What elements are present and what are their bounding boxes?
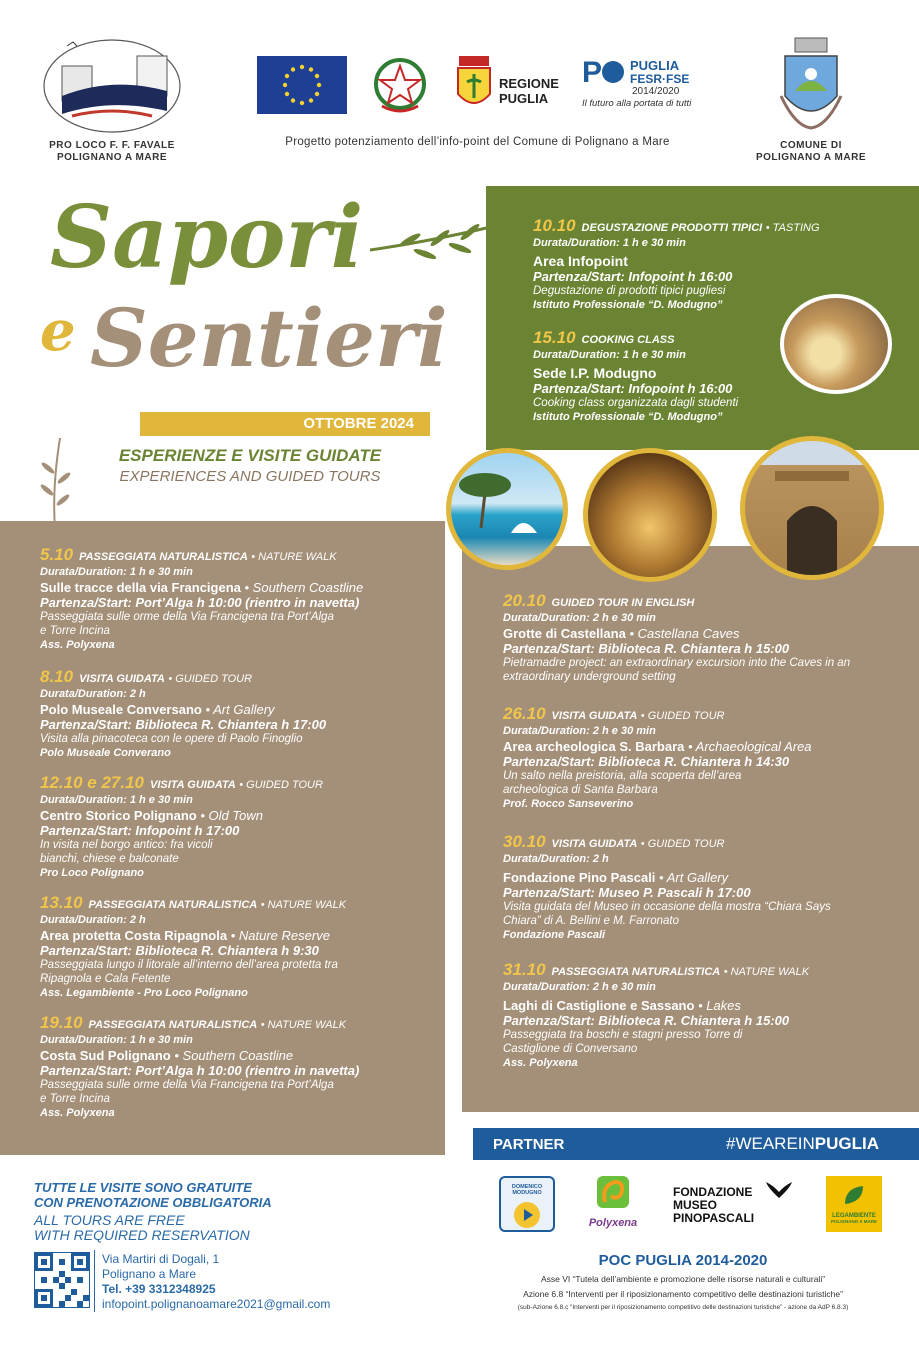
fesr-years: 2014/2020 (632, 86, 680, 97)
event-start: Partenza/Start: Biblioteca R. Chiantera h 15:00 (503, 641, 790, 656)
event-place: Sulle tracce della via Francigena (40, 580, 241, 595)
event-desc: Cooking class organizzata dagli studenti (533, 397, 739, 409)
left-event-4 (40, 895, 440, 1001)
event-place-en: • Southern Coastline (174, 1048, 294, 1063)
arch-icon (745, 441, 879, 575)
event-type-en: • NATURE WALK (723, 966, 810, 978)
event-start: Partenza/Start: Port’Alga h 10:00 (rientro in navetta) (40, 595, 360, 610)
polyxena-spiral-icon (593, 1172, 633, 1212)
event-place: Costa Sud Polignano (40, 1048, 171, 1063)
title-connector: e (40, 298, 76, 364)
event-type-en: • NATURE WALK (260, 899, 347, 911)
right-event-1 (503, 593, 908, 684)
event-start: Partenza/Start: Port’Alga h 10:00 (rientro in navetta) (40, 1063, 360, 1078)
green-event-2 (533, 330, 893, 425)
fesr-name: FESR·FSE (630, 72, 690, 86)
subtitle-en: EXPERIENCES AND GUIDED TOURS (119, 468, 381, 485)
event-duration: Durata/Duration: 2 h e 30 min (503, 612, 656, 624)
event-date: 19.10 (40, 1013, 83, 1032)
event-desc: Degustazione di prodotti tipici pugliesi (533, 285, 726, 297)
pascali-logo (673, 1186, 754, 1225)
event-org: Ass. Polyxena (503, 1057, 578, 1069)
proloco-emblem-icon (42, 36, 182, 136)
event-place-en: • Southern Coastline (244, 580, 364, 595)
event-org: Polo Museale Converano (40, 747, 171, 759)
month-banner (140, 412, 430, 436)
event-date: 30.10 (503, 832, 546, 851)
hashtag (726, 1134, 879, 1154)
event-start: Partenza/Start: Biblioteca R. Chiantera h 15:00 (503, 1013, 790, 1028)
modugno-logo-text: DOMENICO MODUGNO (511, 1184, 543, 1196)
event-date: 31.10 (503, 960, 546, 979)
event-place: Laghi di Castiglione e Sassano (503, 998, 695, 1013)
free-en-2: WITH REQUIRED RESERVATION (34, 1227, 250, 1243)
event-place: Centro Storico Polignano (40, 808, 197, 823)
event-type: VISITA GUIDATA (149, 779, 236, 791)
event-desc: Passeggiata sulle orme della Via Francigena tra Port’Alga e Torre Incina (40, 611, 334, 637)
event-org: Ass. Polyxena (40, 639, 115, 651)
event-org: Ass. Polyxena (40, 1107, 115, 1119)
event-place-en: • Art Gallery (659, 870, 729, 885)
regione-line2: PUGLIA (499, 91, 549, 106)
qr-divider (94, 1250, 95, 1312)
polyxena-logo (587, 1172, 639, 1234)
comune-crest-icon (775, 36, 847, 132)
free-en-1: ALL TOURS ARE FREE (34, 1212, 185, 1228)
right-event-3 (503, 834, 908, 943)
comune-line1: COMUNE DI (780, 140, 842, 151)
event-type-en: • GUIDED TOUR (640, 838, 725, 850)
free-it-2: CON PRENOTAZIONE OBBLIGATORIA (34, 1195, 272, 1210)
event-type: VISITA GUIDATA (551, 710, 638, 722)
left-event-2 (40, 669, 440, 761)
event-date: 13.10 (40, 893, 83, 912)
event-place: Area protetta Costa Ripagnola (40, 928, 228, 943)
event-type-en: • GUIDED TOUR (640, 710, 725, 722)
event-place-en: • Castellana Caves (629, 626, 740, 641)
legambiente-line1: LEGAMBIENTE (832, 1213, 876, 1219)
comune-line2: POLIGNANO A MARE (755, 152, 867, 163)
event-place-en: • Art Gallery (205, 702, 275, 717)
event-type: VISITA GUIDATA (551, 838, 638, 850)
contact-info (102, 1252, 330, 1312)
event-type-en: • NATURE WALK (260, 1019, 347, 1031)
event-place-en: • Lakes (698, 998, 741, 1013)
eu-flag-icon (257, 56, 347, 114)
event-duration: Durata/Duration: 2 h e 30 min (503, 981, 656, 993)
event-desc: Un salto nella preistoria, alla scoperta dell’area archeologica di Santa Barbara (503, 770, 742, 796)
tree-icon (451, 453, 563, 565)
event-place: Polo Museale Conversano (40, 702, 202, 717)
hashtag-prefix: #WEAREIN (726, 1134, 815, 1153)
right-event-2 (503, 706, 908, 812)
hashtag-bold: PUGLIA (814, 1134, 880, 1153)
event-start: Partenza/Start: Infopoint h 16:00 (533, 269, 733, 284)
event-start: Partenza/Start: Infopoint h 16:00 (533, 381, 733, 396)
event-place-en: • Nature Reserve (230, 928, 330, 943)
event-type: PASSEGGIATA NATURALISTICA (88, 1019, 258, 1031)
proloco-logo (42, 36, 182, 136)
qr-code-icon (35, 1253, 89, 1307)
event-type-en: • TASTING (765, 222, 820, 234)
proloco-name: PRO LOCO F. F. FAVALE (49, 140, 175, 151)
regione-puglia-emblem-icon (455, 54, 493, 112)
event-place-en: • Old Town (200, 808, 263, 823)
event-duration: Durata/Duration: 2 h e 30 min (503, 725, 656, 737)
event-type-en: • GUIDED TOUR (168, 673, 253, 685)
play-icon (512, 1200, 542, 1230)
pascali-line2: MUSEO (673, 1198, 718, 1212)
event-type: COOKING CLASS (581, 334, 675, 346)
event-org: Istituto Professionale “D. Modugno” (533, 411, 723, 423)
modugno-logo (499, 1176, 555, 1232)
event-duration: Durata/Duration: 1 h e 30 min (40, 1034, 193, 1046)
left-event-3 (40, 775, 440, 881)
poc-line1: Asse VI “Tutela dell’ambiente e promozione delle risorse naturali e culturali” (540, 1274, 826, 1284)
partner-label: PARTNER (493, 1136, 565, 1153)
proloco-city: POLIGNANO A MARE (56, 152, 168, 163)
phone[interactable]: Tel. +39 3312348925 (102, 1282, 216, 1296)
event-date: 26.10 (503, 704, 546, 723)
month-label: OTTOBRE 2024 (303, 415, 414, 432)
city: Polignano a Mare (102, 1267, 197, 1281)
project-text: Progetto potenziamento dell’info-point del Comune di Polignano a Mare (285, 136, 670, 148)
qr-code[interactable] (34, 1252, 90, 1308)
pascali-line3: PINOPASCALI (673, 1211, 755, 1225)
legambiente-logo (826, 1176, 882, 1232)
wheat-sprig-icon (30, 438, 80, 528)
title-area (30, 180, 490, 510)
event-place: Fondazione Pino Pascali (503, 870, 656, 885)
legambiente-line2: POLIGNANO A MARE (831, 1219, 877, 1224)
event-org: Prof. Rocco Sanseverino (503, 798, 634, 810)
event-duration: Durata/Duration: 1 h e 30 min (533, 349, 686, 361)
event-desc: Passeggiata sulle orme della Via Francigena tra Port’Alga e Torre Incina (40, 1079, 334, 1105)
event-type: VISITA GUIDATA (79, 673, 165, 685)
event-start: Partenza/Start: Biblioteca R. Chiantera h 17:00 (40, 717, 327, 732)
event-desc: Passeggiata lungo il litorale all’interno dell’area protetta tra Ripagnola e Cala Fetente (40, 959, 338, 985)
event-type: GUIDED TOUR IN ENGLISH (551, 597, 695, 609)
event-desc: Pietramadre project: an extraordinary excursion into the Caves in an extraordinary underground setting (503, 657, 851, 683)
fesr-p-letter: P (582, 56, 603, 89)
event-duration: Durata/Duration: 1 h e 30 min (533, 237, 686, 249)
pascali-line1: FONDAZIONE (673, 1185, 753, 1199)
event-org: Pro Loco Polignano (40, 867, 144, 879)
event-place: Grotte di Castellana (503, 626, 626, 641)
address: Via Martiri di Dogali, 1 (102, 1252, 220, 1266)
photo-gate (740, 436, 884, 580)
event-org: Fondazione Pascali (503, 929, 606, 941)
title-sapori: Sapori (50, 187, 364, 288)
italy-emblem-icon (370, 54, 430, 116)
free-it-1: TUTTE LE VISITE SONO GRATUITE (34, 1180, 252, 1195)
fesr-logo (582, 56, 732, 112)
fesr-o-circle-icon (602, 61, 624, 83)
event-place: Area Infopoint (533, 253, 628, 269)
regione-line1: REGIONE (499, 76, 559, 91)
event-date: 5.10 (40, 545, 74, 564)
event-start: Partenza/Start: Biblioteca R. Chiantera h 14:30 (503, 754, 790, 769)
fesr-motto: Il futuro alla portata di tutti (582, 98, 692, 109)
email[interactable]: infopoint.polignanoamare2021@gmail.com (102, 1297, 331, 1311)
right-event-4 (503, 962, 908, 1071)
event-duration: Durata/Duration: 2 h (503, 853, 609, 865)
event-type: PASSEGGIATA NATURALISTICA (79, 551, 248, 563)
left-event-1 (40, 547, 440, 653)
event-type: PASSEGGIATA NATURALISTICA (551, 966, 721, 978)
green-event-1 (533, 218, 893, 313)
title-sentieri: Sentieri (90, 291, 448, 385)
poc-title: POC PUGLIA 2014-2020 (598, 1252, 768, 1269)
event-type-en: • GUIDED TOUR (239, 779, 323, 791)
poc-line3: (sub-Azione 6.8.c “Interventi per il riposizionamento competitivo delle destinazioni turistiche” - azione da AdP 6.8.3) (517, 1304, 849, 1311)
event-start: Partenza/Start: Infopoint h 17:00 (40, 823, 240, 838)
event-place: Sede I.P. Modugno (533, 365, 657, 381)
event-date: 10.10 (533, 216, 576, 235)
event-date: 8.10 (40, 667, 74, 686)
event-type: PASSEGGIATA NATURALISTICA (88, 899, 258, 911)
event-duration: Durata/Duration: 2 h (40, 914, 146, 926)
whale-tail-icon (764, 1180, 794, 1220)
event-desc: Visita guidata del Museo in occasione della mostra “Chiara Says Chiara” di A. Bellini e M. Farronato (503, 901, 831, 927)
event-org: Istituto Professionale “D. Modugno” (533, 299, 723, 311)
event-org: Ass. Legambiente - Pro Loco Polignano (40, 987, 248, 999)
leaf-icon (841, 1182, 867, 1208)
photo-caves (583, 448, 717, 582)
photo-coast (446, 448, 568, 570)
event-desc: In visita nel borgo antico: fra vicoli bianchi, chiese e balconate (40, 839, 213, 865)
event-start: Partenza/Start: Museo P. Pascali h 17:00 (503, 885, 751, 900)
free-notice (34, 1180, 272, 1243)
event-duration: Durata/Duration: 1 h e 30 min (40, 794, 193, 806)
subtitle-it: ESPERIENZE E VISITE GUIDATE (118, 446, 382, 465)
event-place-en: • Archaeological Area (687, 739, 812, 754)
polyxena-logo-text: Polyxena (588, 1217, 638, 1229)
event-start: Partenza/Start: Biblioteca R. Chiantera h 9:30 (40, 943, 319, 958)
event-date: 20.10 (503, 591, 546, 610)
left-event-5 (40, 1015, 440, 1121)
event-desc: Passeggiata tra boschi e stagni presso Torre di Castiglione di Conversano (503, 1029, 743, 1055)
event-duration: Durata/Duration: 2 h (40, 688, 146, 700)
event-place: Area archeologica S. Barbara (503, 739, 685, 754)
event-type: DEGUSTAZIONE PRODOTTI TIPICI (581, 222, 763, 234)
event-desc: Visita alla pinacoteca con le opere di Paolo Finoglio (40, 733, 303, 745)
event-type-en: • NATURE WALK (251, 551, 337, 563)
event-date: 15.10 (533, 328, 576, 347)
event-date: 12.10 e 27.10 (40, 773, 144, 792)
fesr-puglia: PUGLIA (630, 58, 680, 73)
poc-line2: Azione 6.8 “Interventi per il riposizionamento competitivo delle destinazioni turistiche” (523, 1289, 843, 1299)
event-duration: Durata/Duration: 1 h e 30 min (40, 566, 193, 578)
